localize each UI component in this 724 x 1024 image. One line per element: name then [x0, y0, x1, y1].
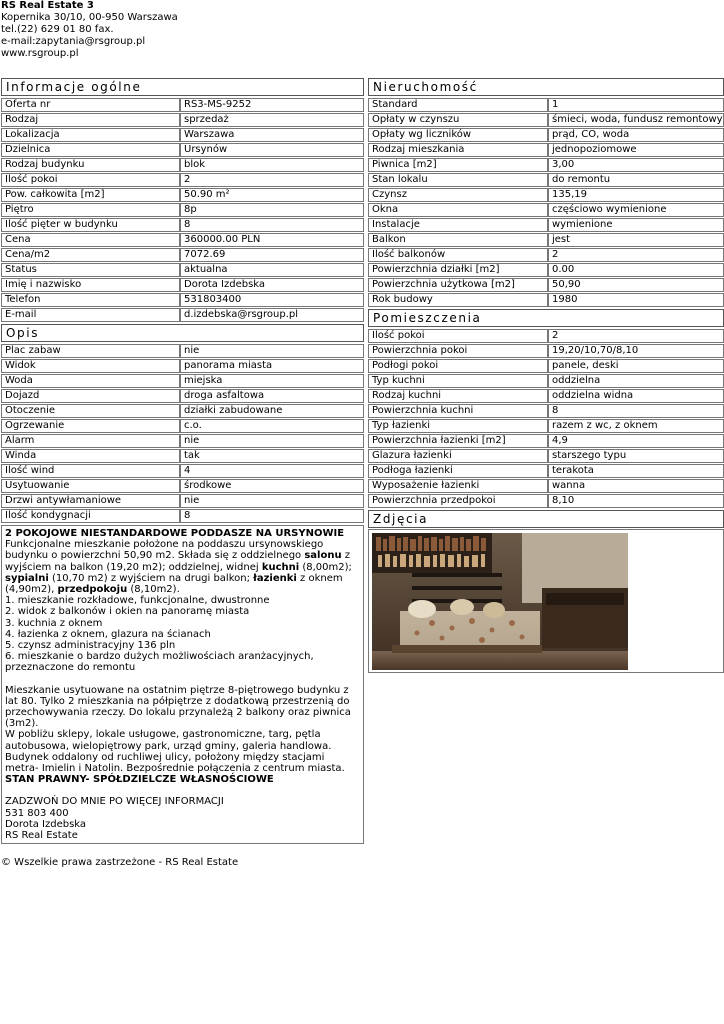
opis-row: [1, 449, 364, 463]
company-phone: tel.(22) 629 01 80 fax.: [1, 24, 114, 35]
pomieszczenia-value: oddzielna: [548, 374, 724, 388]
pomieszczenia-value: starszego typu: [548, 449, 724, 463]
info-row: [1, 203, 364, 217]
nieruchomosc-value: 1: [548, 98, 724, 112]
nieruchomosc-value: jednopoziomowe: [548, 143, 724, 157]
info-row: [1, 233, 364, 247]
opis-row: [1, 434, 364, 448]
pomieszczenia-label: Glazura łazienki: [368, 449, 548, 463]
opis-table: [1, 343, 364, 524]
nieruchomosc-table: [368, 97, 724, 308]
pomieszczenia-value: terakota: [548, 464, 724, 478]
info-label: Rodzaj: [1, 113, 180, 127]
pomieszczenia-value: 8,10: [548, 494, 724, 508]
pomieszczenia-label: Typ kuchni: [368, 374, 548, 388]
nieruchomosc-value: śmieci, woda, fundusz remontowy: [548, 113, 724, 127]
contact-line: 531 803 400: [5, 807, 69, 819]
opis-row: [1, 344, 364, 358]
bold-przedpokoju: przedpokoju: [57, 584, 128, 596]
info-label: Ilość pięter w budynku: [1, 218, 180, 232]
opis-row: [1, 509, 364, 523]
pomieszczenia-value: 4,9: [548, 434, 724, 448]
opis-value: miejska: [180, 374, 364, 388]
pomieszczenia-value: panele, deski: [548, 359, 724, 373]
nieruchomosc-value: do remontu: [548, 173, 724, 187]
nieruchomosc-value: 3,00: [548, 158, 724, 172]
pomieszczenia-label: Powierzchnia kuchni: [368, 404, 548, 418]
description-list-item: 6. mieszkanie o bardzo dużych możliwościach aranżacyjnych, przeznaczone do remontu: [5, 651, 314, 674]
nieruchomosc-label: Powierzchnia użytkowa [m2]: [368, 278, 548, 292]
nieruchomosc-label: Czynsz: [368, 188, 548, 202]
opis-value: panorama miasta: [180, 359, 364, 373]
text-fragment: z wyjściem na balkon (19,20 m2); oddzielnej, widnej: [5, 550, 351, 573]
pomieszczenia-row: [368, 389, 724, 403]
pomieszczenia-row: [368, 374, 724, 388]
pomieszczenia-row: [368, 404, 724, 418]
section-title-opis: Opis: [1, 324, 364, 342]
info-value: 531803400: [180, 293, 364, 307]
description-list-item: 5. czynsz administracyjny 136 pln: [5, 640, 176, 652]
description-box: [1, 525, 364, 844]
pomieszczenia-value: 2: [548, 329, 724, 343]
pomieszczenia-label: Typ łazienki: [368, 419, 548, 433]
pomieszczenia-row: [368, 464, 724, 478]
nieruchomosc-value: jest: [548, 233, 724, 247]
info-label: Dzielnica: [1, 143, 180, 157]
company-address: Kopernika 30/10, 00-950 Warszawa: [1, 12, 178, 23]
company-name: RS Real Estate 3: [1, 0, 94, 11]
description-list-item: 4. łazienka z oknem, glazura na ścianach: [5, 628, 211, 640]
opis-label: Woda: [1, 374, 180, 388]
nieruchomosc-label: Instalacje: [368, 218, 548, 232]
info-row: [1, 248, 364, 262]
opis-label: Ilość wind: [1, 464, 180, 478]
contact-line: Dorota Izdebska: [5, 818, 87, 830]
info-label: Cena/m2: [1, 248, 180, 262]
nieruchomosc-row: [368, 98, 724, 112]
info-label: Cena: [1, 233, 180, 247]
contact-line: ZADZWOŃ DO MNIE PO WIĘCEJ INFORMACJI: [5, 796, 224, 808]
nieruchomosc-label: Opłaty w czynszu: [368, 113, 548, 127]
opis-label: Drzwi antywłamaniowe: [1, 494, 180, 508]
info-label: Oferta nr: [1, 98, 180, 112]
info-value: 360000.00 PLN: [180, 233, 364, 247]
info-value: 8: [180, 218, 364, 232]
nieruchomosc-row: [368, 173, 724, 187]
pomieszczenia-row: [368, 359, 724, 373]
info-value: d.izdebska@rsgroup.pl: [180, 308, 364, 322]
info-row: [1, 98, 364, 112]
pomieszczenia-label: Powierzchnia przedpokoi: [368, 494, 548, 508]
pomieszczenia-value: wanna: [548, 479, 724, 493]
pomieszczenia-row: [368, 479, 724, 493]
text-fragment: (8,10m2).: [127, 584, 180, 596]
opis-value: tak: [180, 449, 364, 463]
info-table: [1, 97, 364, 323]
text-fragment: (10,70 m2) z wyjściem na drugi balkon;: [48, 572, 254, 584]
opis-row: [1, 374, 364, 388]
description-paragraph-3: W pobliżu sklepy, lokale usługowe, gastronomiczne, targ, pętla autobusowa, wielopiętrowy park, urząd gminy, galeria handlowa. Budynek oddalony od ruchliwej ulicy, położony między stacjami metra- Imielin i Natolin. Bezpośrednie połączenia z centrum miasta.: [5, 729, 345, 775]
nieruchomosc-row: [368, 158, 724, 172]
nieruchomosc-row: [368, 293, 724, 307]
info-row: [1, 308, 364, 322]
nieruchomosc-row: [368, 128, 724, 142]
info-value: 8p: [180, 203, 364, 217]
pomieszczenia-label: Powierzchnia łazienki [m2]: [368, 434, 548, 448]
nieruchomosc-row: [368, 278, 724, 292]
text-fragment: z oknem (4,90m2),: [5, 572, 343, 596]
nieruchomosc-value: 1980: [548, 293, 724, 307]
pomieszczenia-label: Rodzaj kuchni: [368, 389, 548, 403]
opis-row: [1, 494, 364, 508]
info-label: E-mail: [1, 308, 180, 322]
contact-line: RS Real Estate: [5, 830, 78, 842]
info-value: sprzedaż: [180, 113, 364, 127]
pomieszczenia-value: razem z wc, z oknem: [548, 419, 724, 433]
nieruchomosc-label: Rodzaj mieszkania: [368, 143, 548, 157]
nieruchomosc-row: [368, 203, 724, 217]
pomieszczenia-value: oddzielna widna: [548, 389, 724, 403]
nieruchomosc-label: Balkon: [368, 233, 548, 247]
pomieszczenia-label: Powierzchnia pokoi: [368, 344, 548, 358]
info-row: [1, 128, 364, 142]
info-label: Ilość pokoi: [1, 173, 180, 187]
info-row: [1, 143, 364, 157]
pomieszczenia-row: [368, 494, 724, 508]
description-heading: 2 POKOJOWE NIESTANDARDOWE PODDASZE NA URSYNOWIE: [5, 528, 345, 539]
company-email: e-mail:zapytania@rsgroup.pl: [1, 36, 146, 47]
description-paragraph-2: Mieszkanie usytuowane na ostatnim piętrze 8-piętrowego budynku z lat 80. Tylko 2 mieszkania na półpiętrze z dodatkową przestrzenią do przechowywania rzeczy. Do lokalu przynależą 2 balkony oraz piwnica (3m2).: [5, 684, 351, 730]
pomieszczenia-row: [368, 419, 724, 433]
opis-label: Usytuowanie: [1, 479, 180, 493]
section-title-zdjecia: Zdjęcia: [368, 510, 724, 528]
opis-label: Alarm: [1, 434, 180, 448]
info-label: Imię i nazwisko: [1, 278, 180, 292]
photo-box: [368, 529, 724, 673]
opis-value: droga asfaltowa: [180, 389, 364, 403]
text-fragment: Funkcjonalne mieszkanie położone na poddaszu ursynowskiego budynku o powierzchni 50,90 m2. Składa się z oddzielnego: [5, 539, 324, 562]
pomieszczenia-row: [368, 434, 724, 448]
nieruchomosc-row: [368, 218, 724, 232]
nieruchomosc-value: 50,90: [548, 278, 724, 292]
text-fragment: (8,00m2);: [299, 561, 352, 573]
nieruchomosc-row: [368, 248, 724, 262]
info-label: Pow. całkowita [m2]: [1, 188, 180, 202]
info-row: [1, 113, 364, 127]
nieruchomosc-value: prąd, CO, woda: [548, 128, 724, 142]
pomieszczenia-value: 8: [548, 404, 724, 418]
opis-value: środkowe: [180, 479, 364, 493]
nieruchomosc-label: Piwnica [m2]: [368, 158, 548, 172]
section-title-nieruchomosc: Nieruchomość: [368, 78, 724, 96]
opis-value: nie: [180, 434, 364, 448]
opis-label: Otoczenie: [1, 404, 180, 418]
info-label: Telefon: [1, 293, 180, 307]
info-value: blok: [180, 158, 364, 172]
info-row: [1, 158, 364, 172]
nieruchomosc-row: [368, 233, 724, 247]
opis-value: nie: [180, 494, 364, 508]
nieruchomosc-label: Okna: [368, 203, 548, 217]
info-label: Piętro: [1, 203, 180, 217]
info-row: [1, 278, 364, 292]
description-list-item: 1. mieszkanie rozkładowe, funkcjonalne, dwustronne: [5, 595, 270, 607]
opis-row: [1, 404, 364, 418]
opis-label: Winda: [1, 449, 180, 463]
description-paragraph-1: [5, 539, 360, 595]
info-value: RS3-MS-9252: [180, 98, 364, 112]
apartment-photo[interactable]: [372, 533, 628, 670]
info-label: Rodzaj budynku: [1, 158, 180, 172]
nieruchomosc-label: Stan lokalu: [368, 173, 548, 187]
pomieszczenia-label: Wyposażenie łazienki: [368, 479, 548, 493]
section-title-pomieszczenia: Pomieszczenia: [368, 309, 724, 327]
opis-label: Dojazd: [1, 389, 180, 403]
pomieszczenia-row: [368, 449, 724, 463]
info-label: Lokalizacja: [1, 128, 180, 142]
nieruchomosc-label: Opłaty wg liczników: [368, 128, 548, 142]
opis-value: 8: [180, 509, 364, 523]
right-column: [368, 78, 724, 673]
nieruchomosc-label: Standard: [368, 98, 548, 112]
info-value: 2: [180, 173, 364, 187]
opis-value: c.o.: [180, 419, 364, 433]
legal-status: STAN PRAWNY- SPÓŁDZIELCZE WŁASNOŚCIOWE: [5, 774, 274, 786]
opis-value: działki zabudowane: [180, 404, 364, 418]
nieruchomosc-value: 135,19: [548, 188, 724, 202]
pomieszczenia-row: [368, 329, 724, 343]
bold-salon: salonu: [304, 550, 342, 562]
spacer: [5, 674, 360, 685]
company-website: www.rsgroup.pl: [1, 48, 79, 59]
opis-label: Plac zabaw: [1, 344, 180, 358]
nieruchomosc-value: częściowo wymienione: [548, 203, 724, 217]
nieruchomosc-row: [368, 113, 724, 127]
description-list-item: 2. widok z balkonów i okien na panoramę miasta: [5, 606, 250, 618]
opis-value: 4: [180, 464, 364, 478]
nieruchomosc-label: Rok budowy: [368, 293, 548, 307]
info-label: Status: [1, 263, 180, 277]
left-column: [1, 78, 364, 844]
info-row: [1, 188, 364, 202]
header: [1, 0, 178, 60]
nieruchomosc-value: wymienione: [548, 218, 724, 232]
bold-lazienki: łazienki: [253, 572, 297, 584]
info-value: 7072.69: [180, 248, 364, 262]
nieruchomosc-value: 2: [548, 248, 724, 262]
footer-copyright: © Wszelkie prawa zastrzeżone - RS Real Estate: [1, 857, 239, 868]
opis-label: Ogrzewanie: [1, 419, 180, 433]
nieruchomosc-row: [368, 188, 724, 202]
spacer: [5, 785, 360, 796]
info-value: 50.90 m²: [180, 188, 364, 202]
nieruchomosc-row: [368, 263, 724, 277]
nieruchomosc-value: 0.00: [548, 263, 724, 277]
info-value: Ursynów: [180, 143, 364, 157]
pomieszczenia-table: [368, 328, 724, 509]
pomieszczenia-value: 19,20/10,70/8,10: [548, 344, 724, 358]
info-row: [1, 263, 364, 277]
description-list-item: 3. kuchnia z oknem: [5, 617, 103, 629]
pomieszczenia-label: Podłogi pokoi: [368, 359, 548, 373]
info-row: [1, 218, 364, 232]
opis-label: Ilość kondygnacji: [1, 509, 180, 523]
opis-value: nie: [180, 344, 364, 358]
pomieszczenia-label: Podłoga łazienki: [368, 464, 548, 478]
bold-kuchni: kuchni: [261, 561, 300, 573]
opis-label: Widok: [1, 359, 180, 373]
info-row: [1, 293, 364, 307]
opis-row: [1, 464, 364, 478]
section-title-info: Informacje ogólne: [1, 78, 364, 96]
nieruchomosc-label: Ilość balkonów: [368, 248, 548, 262]
bold-sypialni: sypialni: [5, 572, 49, 584]
pomieszczenia-label: Ilość pokoi: [368, 329, 548, 343]
opis-row: [1, 359, 364, 373]
opis-row: [1, 479, 364, 493]
info-value: Dorota Izdebska: [180, 278, 364, 292]
nieruchomosc-row: [368, 143, 724, 157]
pomieszczenia-row: [368, 344, 724, 358]
info-row: [1, 173, 364, 187]
info-value: Warszawa: [180, 128, 364, 142]
opis-row: [1, 389, 364, 403]
nieruchomosc-label: Powierzchnia działki [m2]: [368, 263, 548, 277]
info-value: aktualna: [180, 263, 364, 277]
opis-row: [1, 419, 364, 433]
